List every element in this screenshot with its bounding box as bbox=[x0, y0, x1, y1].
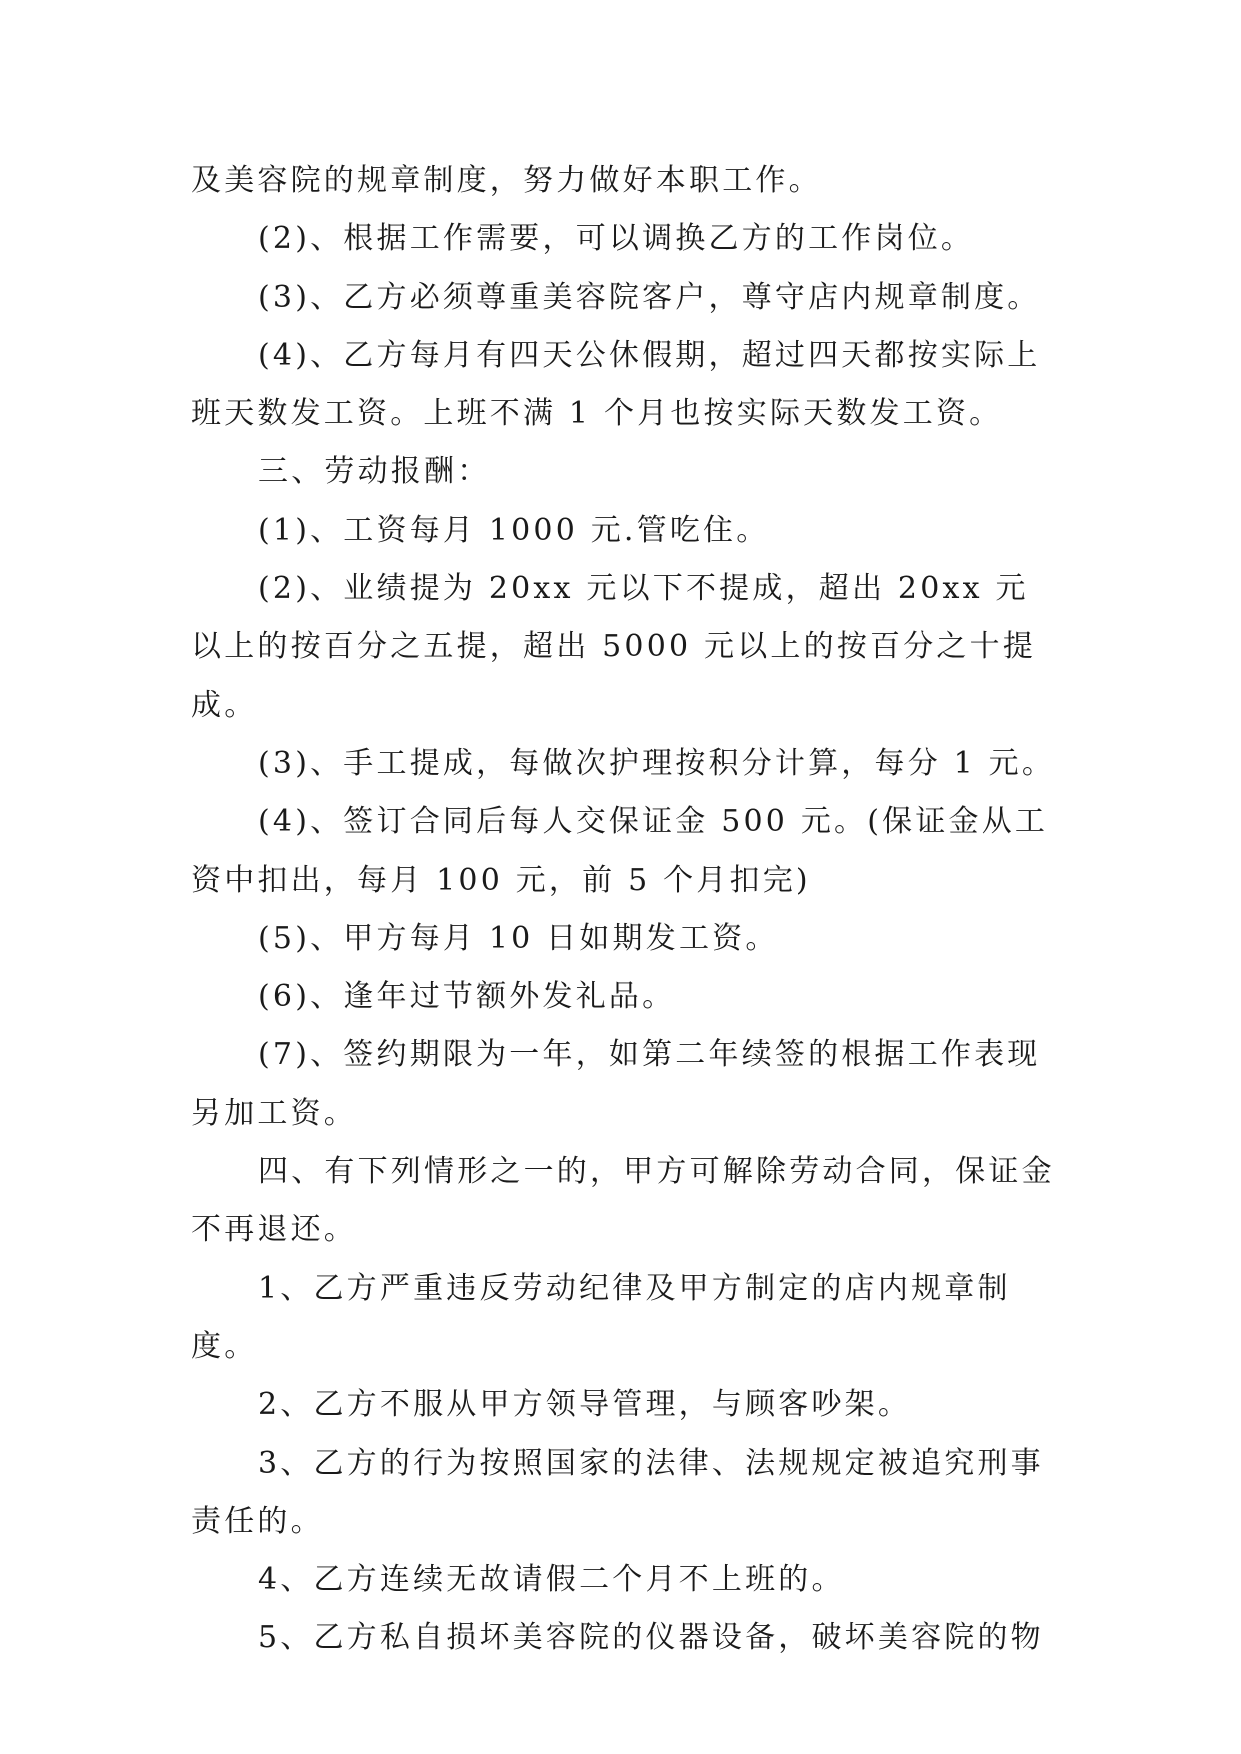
paragraph-clause-3-6: (6)、逢年过节额外发礼品。 bbox=[258, 979, 676, 1015]
paragraph-clause-4-5: 5、乙方私自损坏美容院的仪器设备，破坏美容院的物 bbox=[258, 1620, 1044, 1656]
paragraph-clause-4-3: 3、乙方的行为按照国家的法律、法规规定被追究刑事责任的。 bbox=[191, 1445, 1044, 1539]
paragraph-clause-3-1: (1)、工资每月 1000 元.管吃住。 bbox=[258, 512, 770, 548]
paragraph-clause-3-4: (4)、签订合同后每人交保证金 500 元。(保证金从工资中扣出，每月 100 元，前 5 个月扣完) bbox=[191, 804, 1049, 898]
paragraph-clause-3-5: (5)、甲方每月 10 日如期发工资。 bbox=[258, 920, 779, 956]
paragraph-clause-4-1: 1、乙方严重违反劳动纪律及甲方制定的店内规章制度。 bbox=[191, 1270, 1011, 1364]
paragraph-clause-2-2: (2)、根据工作需要，可以调换乙方的工作岗位。 bbox=[258, 221, 975, 257]
paragraph-clause-3-3: (3)、手工提成，每做次护理按积分计算，每分 1 元。 bbox=[258, 745, 1056, 781]
section-heading-termination: 四、有下列情形之一的，甲方可解除劳动合同，保证金不再退还。 bbox=[191, 1154, 1055, 1248]
paragraph-clause-3-7: (7)、签约期限为一年，如第二年续签的根据工作表现另加工资。 bbox=[191, 1037, 1041, 1131]
paragraph-clause-4-4: 4、乙方连续无故请假二个月不上班的。 bbox=[258, 1562, 845, 1598]
paragraph-clause-2-4: (4)、乙方每月有四天公休假期，超过四天都按实际上班天数发工资。上班不满 1 个月也按实际天数发工资。 bbox=[191, 337, 1041, 432]
section-heading-remuneration: 三、劳动报酬： bbox=[258, 454, 491, 490]
paragraph-clause-4-2: 2、乙方不服从甲方领导管理，与顾客吵架。 bbox=[258, 1387, 912, 1423]
paragraph-clause-2-3: (3)、乙方必须尊重美容院客户，尊守店内规章制度。 bbox=[258, 279, 1041, 315]
document-body bbox=[191, 152, 1061, 1668]
paragraph-clause-3-2: (2)、业绩提为 20xx 元以下不提成，超出 20xx 元以上的按百分之五提，超出 5000 元以上的按百分之十提成。 bbox=[191, 571, 1037, 723]
paragraph-continuation: 及美容院的规章制度，努力做好本职工作。 bbox=[191, 163, 822, 198]
